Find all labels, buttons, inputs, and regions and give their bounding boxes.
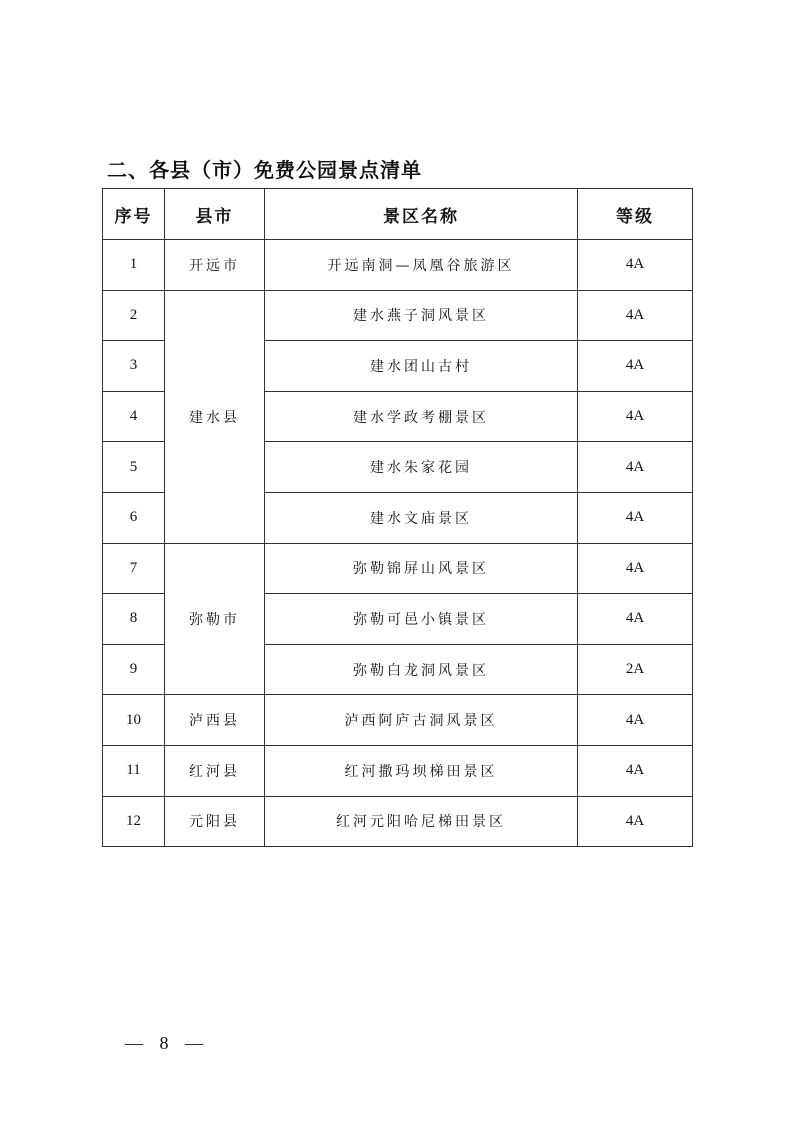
scenic-name: 建水团山古村: [265, 341, 578, 392]
row-number: 1: [103, 240, 165, 291]
row-number: 12: [103, 796, 165, 847]
scenic-name: 建水燕子洞风景区: [265, 290, 578, 341]
header-grade: 等级: [578, 189, 693, 240]
scenic-name: 开远南洞—凤凰谷旅游区: [265, 240, 578, 291]
grade: 4A: [578, 240, 693, 291]
table-row: [103, 745, 693, 796]
county-cell: 弥勒市: [165, 543, 265, 695]
table-row: [103, 290, 693, 341]
row-number: 11: [103, 745, 165, 796]
header-scenic-name: 景区名称: [265, 189, 578, 240]
scenic-name: 建水学政考棚景区: [265, 391, 578, 442]
county-cell: 红河县: [165, 745, 265, 796]
scenic-name: 弥勒白龙洞风景区: [265, 644, 578, 695]
scenic-name: 建水朱家花园: [265, 442, 578, 493]
grade: 4A: [578, 442, 693, 493]
table-row: [103, 543, 693, 594]
table-body: [103, 240, 693, 847]
grade: 4A: [578, 290, 693, 341]
row-number: 4: [103, 391, 165, 442]
scenic-name: 红河元阳哈尼梯田景区: [265, 796, 578, 847]
row-number: 10: [103, 695, 165, 746]
grade: 4A: [578, 695, 693, 746]
scenic-name: 红河撒玛坝梯田景区: [265, 745, 578, 796]
row-number: 9: [103, 644, 165, 695]
county-cell: 建水县: [165, 290, 265, 543]
table-row: [103, 240, 693, 291]
table-row: [103, 796, 693, 847]
table-header-row: [103, 189, 693, 240]
grade: 4A: [578, 796, 693, 847]
scenic-name: 泸西阿庐古洞风景区: [265, 695, 578, 746]
scenic-name: 弥勒可邑小镇景区: [265, 594, 578, 645]
section-heading: 二、各县（市）免费公园景点清单: [107, 158, 422, 182]
page-number: — 8 —: [125, 1033, 209, 1053]
county-cell: 泸西县: [165, 695, 265, 746]
grade: 4A: [578, 492, 693, 543]
row-number: 8: [103, 594, 165, 645]
county-cell: 元阳县: [165, 796, 265, 847]
scenic-name: 建水文庙景区: [265, 492, 578, 543]
scenic-spot-table: [102, 188, 693, 847]
grade: 4A: [578, 391, 693, 442]
scenic-name: 弥勒锦屏山风景区: [265, 543, 578, 594]
table-row: [103, 695, 693, 746]
grade: 4A: [578, 341, 693, 392]
grade: 4A: [578, 745, 693, 796]
row-number: 6: [103, 492, 165, 543]
county-cell: 开远市: [165, 240, 265, 291]
row-number: 3: [103, 341, 165, 392]
grade: 4A: [578, 594, 693, 645]
row-number: 7: [103, 543, 165, 594]
row-number: 5: [103, 442, 165, 493]
grade: 2A: [578, 644, 693, 695]
grade: 4A: [578, 543, 693, 594]
row-number: 2: [103, 290, 165, 341]
header-county: 县市: [165, 189, 265, 240]
header-number: 序号: [103, 189, 165, 240]
